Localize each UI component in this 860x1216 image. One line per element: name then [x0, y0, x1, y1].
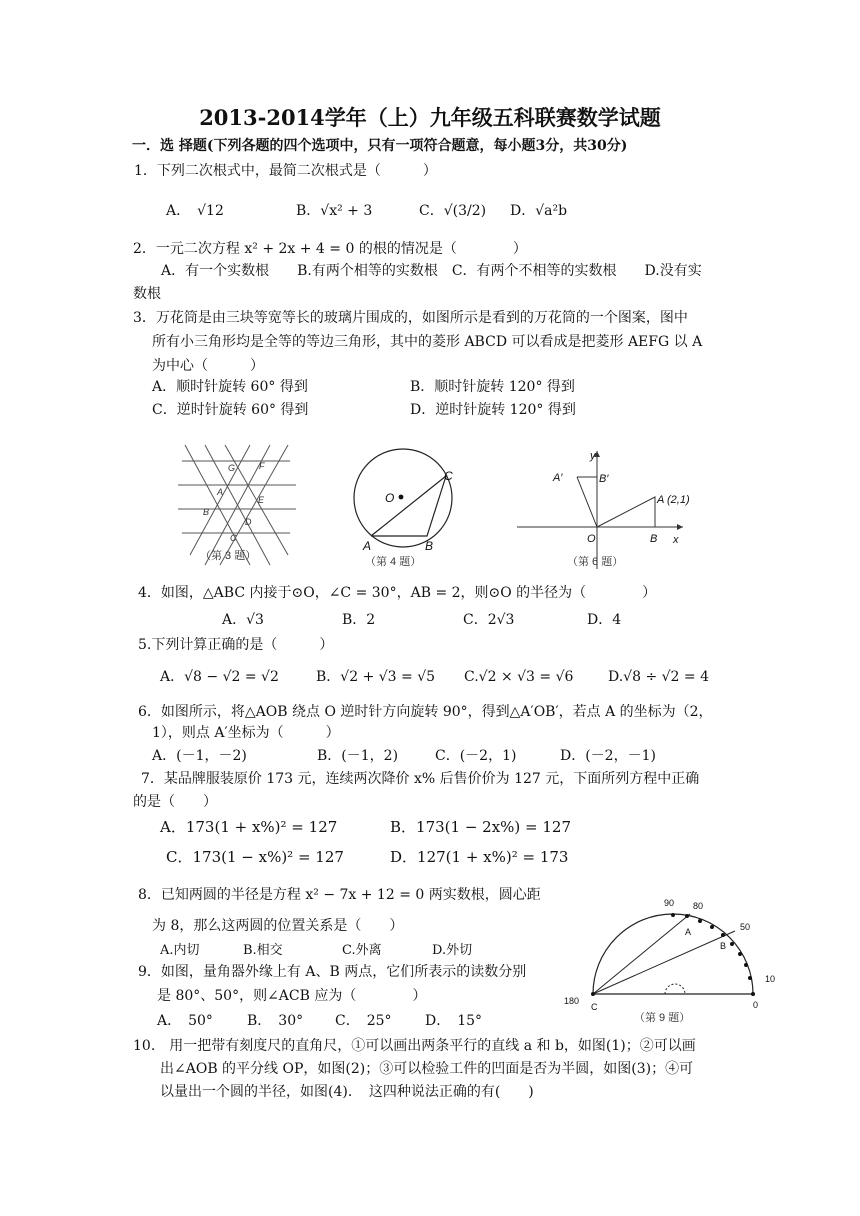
- q8-option-d: D.外切: [432, 943, 473, 958]
- q3-line3: 为中心（ ）: [152, 358, 264, 374]
- q9-line2: 是 80°、50°，则∠ACB 应为（ ）: [157, 988, 427, 1004]
- figure-4-circle: [345, 440, 475, 570]
- fig9-label-b: B: [720, 941, 727, 951]
- fig9-label-90: 90: [664, 898, 675, 908]
- q8-option-c: C.外离: [342, 943, 382, 958]
- fig3-label-d: D: [245, 517, 252, 527]
- q3-option-a: A．顺时针旋转 60° 得到: [152, 379, 308, 395]
- fig6-label-b-prime: B′: [599, 473, 609, 485]
- section-heading: 一．选 择题(下列各题的四个选项中，只有一项符合题意，每小题3分，共30分): [132, 138, 628, 154]
- q6-line2: 1），则点 A′坐标为（ ）: [152, 725, 340, 741]
- q7-option-a: A．173(1 + x%)² = 127: [160, 818, 338, 836]
- q9-option-b: B． 30°: [247, 1013, 304, 1029]
- exam-title: 2013-2014学年（上）九年级五科联赛数学试题: [199, 105, 661, 130]
- fig4-label-c: C: [444, 469, 453, 483]
- caption-fig6: （第 6 题）: [567, 556, 624, 568]
- q1-option-b: B．√x² + 3: [296, 203, 373, 219]
- figure-6-axes: [515, 447, 690, 572]
- q4-option-a: A．√3: [222, 612, 264, 628]
- fig9-label-a: A: [685, 927, 692, 937]
- q6-option-a: A．(－1，－2): [152, 748, 247, 764]
- q9-option-c: C． 25°: [335, 1013, 392, 1029]
- q1-stem: 1．下列二次根式中，最简二次根式是（ ）: [134, 163, 437, 179]
- fig4-label-o: O: [385, 491, 395, 505]
- fig9-label-50: 50: [740, 922, 751, 932]
- q8-option-a: A.内切: [160, 943, 200, 958]
- fig3-label-c: C: [230, 533, 237, 543]
- fig9-label-180: 180: [564, 996, 580, 1006]
- q2-options: A．有一个实数根 B.有两个相等的实数根 C．有两个不相等的实数根 D.没有实: [161, 263, 702, 279]
- q1-option-c: C．√(3/2): [419, 203, 487, 219]
- figure-3-kaleidoscope: [160, 425, 310, 575]
- q4-option-d: D．4: [587, 612, 622, 628]
- figure-9-protractor: [560, 893, 785, 1025]
- fig6-label-b: B: [650, 533, 658, 545]
- q9-option-a: A． 50°: [157, 1013, 213, 1029]
- q7-option-b: B．173(1 − 2x%) = 127: [390, 818, 571, 836]
- q5-option-a: A．√8 − √2 = √2: [160, 669, 279, 685]
- q5-option-d: D.√8 ÷ √2 = 4: [608, 669, 710, 685]
- fig3-label-b: B: [203, 507, 210, 517]
- fig9-label-10: 10: [765, 974, 776, 984]
- q2-stem: 2．一元二次方程 x² + 2x + 4 = 0 的根的情况是（ ）: [133, 241, 527, 257]
- fig4-label-b: B: [425, 539, 434, 553]
- fig9-label-80: 80: [693, 901, 704, 911]
- q7-line2: 的是（ ）: [133, 794, 217, 810]
- fig4-label-a: A: [363, 539, 372, 553]
- fig6-label-x: x: [673, 534, 679, 546]
- q7-option-c: C．173(1 − x%)² = 127: [166, 848, 344, 866]
- q5-option-b: B．√2 + √3 = √5: [316, 669, 436, 685]
- q4-option-b: B．2: [342, 612, 376, 628]
- q5-stem: 5.下列计算正确的是（ ）: [138, 637, 334, 653]
- q3-option-d: D．逆时针旋转 120° 得到: [410, 402, 576, 418]
- fig6-label-a-prime: A′: [553, 472, 563, 484]
- q3-option-b: B．顺时针旋转 120° 得到: [410, 379, 575, 395]
- caption-fig3: （第 3 题）: [200, 550, 257, 562]
- fig6-label-a: A (2,1): [657, 494, 690, 506]
- caption-fig4: （第 4 题）: [365, 556, 422, 568]
- q10-line1: 10. 用一把带有刻度尺的直角尺，①可以画出两条平行的直线 a 和 b，如图(1)；②可以画: [133, 1038, 696, 1054]
- fig3-label-f: F: [259, 461, 265, 471]
- fig9-label-0: 0: [753, 1000, 759, 1010]
- fig9-label-c: C: [591, 1002, 598, 1012]
- fig3-label-g: G: [228, 463, 236, 473]
- fig3-label-a: A: [217, 487, 224, 497]
- q6-option-c: C．(－2，1): [435, 748, 517, 764]
- q8-line1: 8．已知两圆的半径是方程 x² − 7x + 12 = 0 两实数根，圆心距: [138, 887, 541, 903]
- q5-option-c: C.√2 × √3 = √6: [464, 669, 574, 685]
- q3-line1: 3．万花筒是由三块等宽等长的玻璃片围成的，如图所示是看到的万花筒的一个图案，图中: [133, 310, 688, 326]
- q9-option-d: D． 15°: [425, 1013, 483, 1029]
- q6-line1: 6．如图所示，将△AOB 绕点 O 逆时针方向旋转 90°，得到△A′OB′，若点 A 的坐标为（2，: [138, 704, 713, 720]
- caption-fig9: （第 9 题）: [634, 1012, 691, 1024]
- q4-option-c: C．2√3: [463, 612, 515, 628]
- q2-options-cont: 数根: [133, 286, 161, 302]
- q3-line2: 所有小三角形均是全等的等边三角形，其中的菱形 ABCD 可以看成是把菱形 AEFG 以 A: [152, 334, 703, 350]
- q10-line3: 以量出一个圆的半径，如图(4)． 这四种说法正确的有( ): [160, 1084, 534, 1100]
- q4-stem: 4．如图，△ABC 内接于⊙O，∠C = 30°，AB = 2，则⊙O 的半径为（ ）: [138, 585, 657, 601]
- q9-line1: 9．如图，量角器外缘上有 A、B 两点，它们所表示的读数分别: [138, 964, 527, 980]
- fig3-label-e: E: [258, 495, 265, 505]
- q1-option-a: A． √12: [166, 203, 224, 219]
- q6-option-d: D．(－2，－1): [560, 748, 656, 764]
- q7-option-d: D．127(1 + x%)² = 173: [390, 848, 569, 866]
- q6-option-b: B．(－1，2): [317, 748, 399, 764]
- q7-line1: 7．某品牌服装原价 173 元，连续两次降价 x% 后售价价为 127 元，下面所列方程中正确: [141, 771, 700, 787]
- fig6-label-y: y: [590, 450, 596, 462]
- q1-option-d: D．√a²b: [510, 203, 568, 219]
- q3-option-c: C．逆时针旋转 60° 得到: [152, 402, 309, 418]
- q10-line2: 出∠AOB 的平分线 OP，如图(2)；③可以检验工件的凹面是否为半圆，如图(3)；④可: [160, 1061, 694, 1077]
- fig6-label-o: O: [587, 533, 596, 545]
- q8-option-b: B.相交: [243, 943, 283, 958]
- q8-line2: 为 8，那么这两圆的位置关系是（ ）: [152, 918, 404, 934]
